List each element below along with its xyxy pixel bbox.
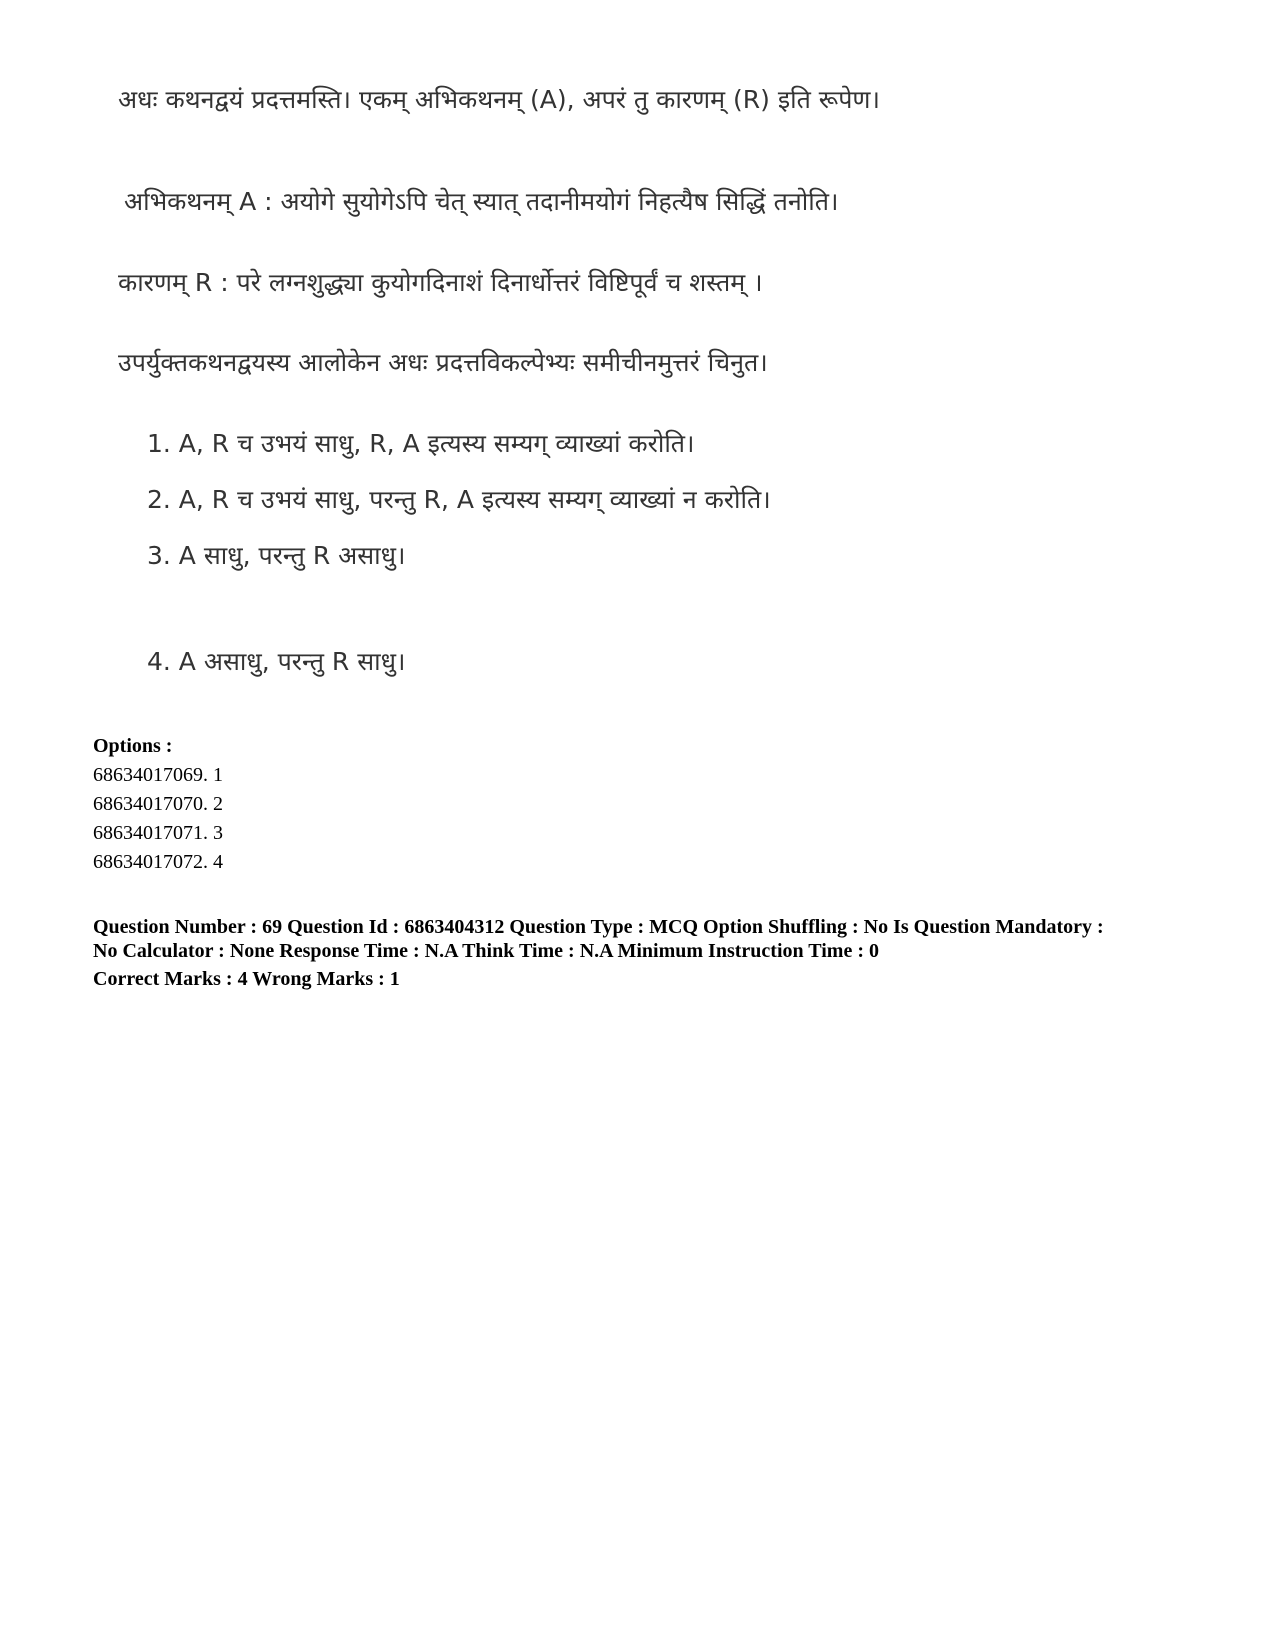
choice-4: 4. A असाधु, परन्तु R साधु। <box>147 647 406 676</box>
assertion-statement: अभिकथनम् A : अयोगे सुयोगेऽपि चेत् स्यात् तदानीमयोगं निहत्यैष सिद्धिं तनोति। <box>124 187 839 216</box>
option-item: 68634017071. 3 <box>93 822 223 844</box>
question-prompt: उपर्युक्तकथनद्वयस्य आलोकेन अधः प्रदत्तविकल्पेभ्यः समीचीनमुत्तरं चिनुत। <box>118 348 768 377</box>
choice-1: 1. A, R च उभयं साधु, R, A इत्यस्य सम्यग् व्याख्यां करोति। <box>147 429 695 458</box>
option-item: 68634017072. 4 <box>93 851 223 873</box>
question-instruction: अधः कथनद्वयं प्रदत्तमस्ति। एकम् अभिकथनम् (A), अपरं तु कारणम् (R) इति रूपेण। <box>118 85 880 114</box>
meta-line-2: No Calculator : None Response Time : N.A Think Time : N.A Minimum Instruction Time : 0 <box>93 940 879 962</box>
reason-statement: कारणम् R : परे लग्नशुद्ध्या कुयोगदिनाशं दिनार्धोत्तरं विष्टिपूर्वं च शस्तम् । <box>118 268 763 297</box>
options-block <box>93 732 223 877</box>
option-item: 68634017070. 2 <box>93 793 223 815</box>
option-item: 68634017069. 1 <box>93 764 223 786</box>
meta-line-1: Question Number : 69 Question Id : 6863404312 Question Type : MCQ Option Shuffling : No Is Question Mandatory : <box>93 916 1104 938</box>
choice-2: 2. A, R च उभयं साधु, परन्तु R, A इत्यस्य सम्यग् व्याख्यां न करोति। <box>147 485 771 514</box>
next-question-meta <box>93 915 1104 991</box>
choice-3: 3. A साधु, परन्तु R असाधु। <box>147 541 406 570</box>
options-heading: Options : <box>93 735 173 757</box>
meta-line-3: Correct Marks : 4 Wrong Marks : 1 <box>93 968 400 990</box>
